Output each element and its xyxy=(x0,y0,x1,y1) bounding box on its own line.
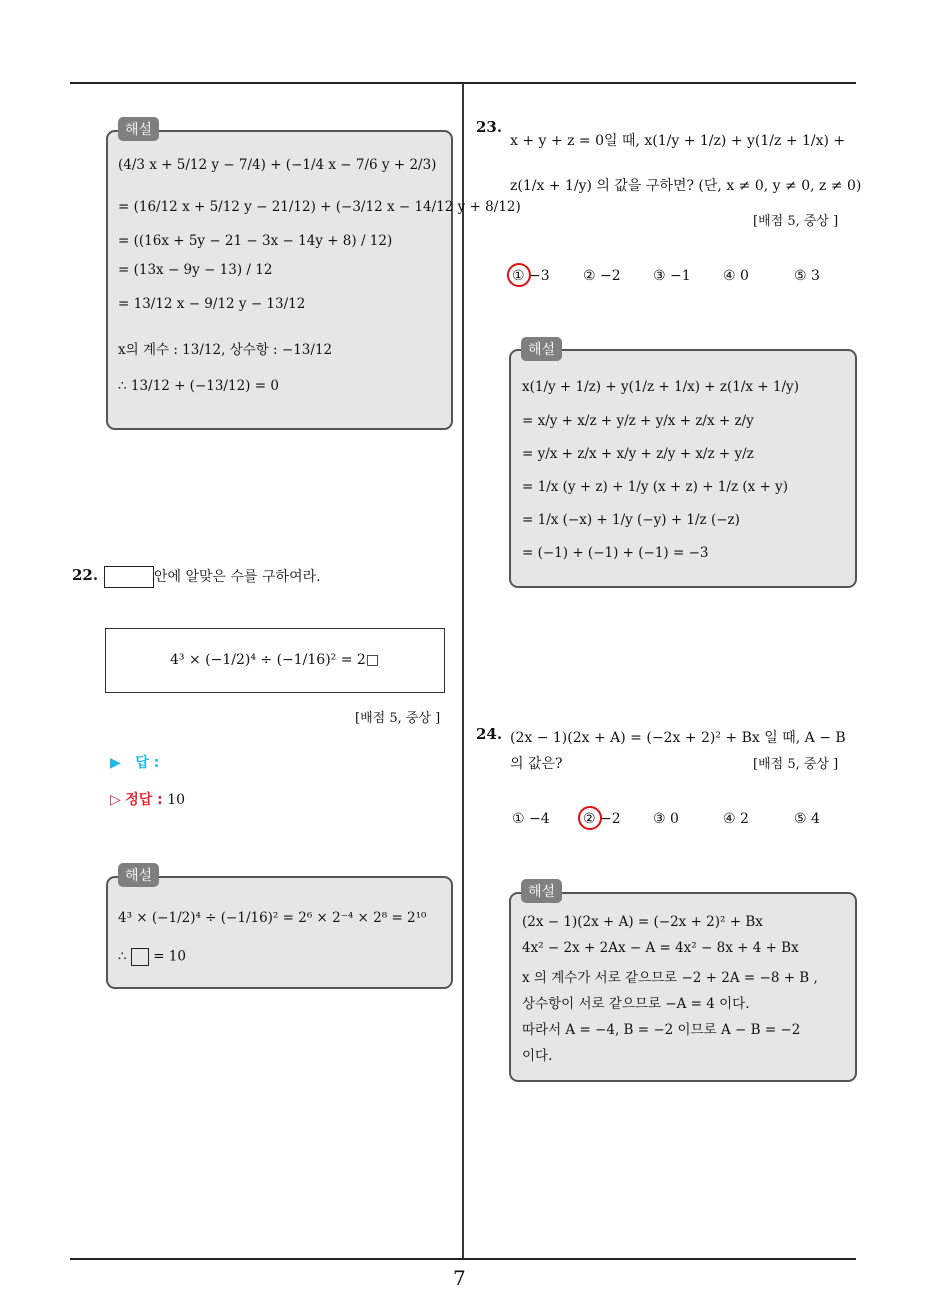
answer-mark-icon xyxy=(578,806,602,830)
solution-tag-22: 해설 xyxy=(118,863,159,887)
question-text-23-line1: x + y + z = 0일 때, x(1/y + 1/z) + y(1/z + 1/x) + xyxy=(510,133,846,149)
solution-line: 따라서 A = −4, B = −2 이므로 A − B = −2 xyxy=(522,1022,801,1038)
question-text-24-line1: (2x − 1)(2x + A) = (−2x + 2)² + Bx 일 때, A − B xyxy=(510,730,846,746)
question-text-23-line2: z(1/x + 1/y) 의 값을 구하면? (단, x ≠ 0, y ≠ 0, z ≠ 0) xyxy=(510,178,862,194)
answer-blank xyxy=(104,566,154,588)
option-23-2[interactable]: ② −2 xyxy=(583,268,621,284)
solution-line: = (−1) + (−1) + (−1) = −3 xyxy=(522,545,709,561)
solution-line: = 1/x (−x) + 1/y (−y) + 1/z (−z) xyxy=(522,512,740,528)
correct-row-22: ▷ 정답 : 10 xyxy=(110,792,186,808)
option-23-5[interactable]: ⑤ 3 xyxy=(794,268,820,284)
solution-line: ∴ = 10 xyxy=(118,948,186,965)
option-24-3[interactable]: ③ 0 xyxy=(653,811,679,827)
question-number-23: 23. xyxy=(476,118,503,136)
score-24: [배점 5, 중상 ] xyxy=(753,757,839,772)
answer-row-22: ▶ 답 : xyxy=(110,755,160,771)
solution-box-22 xyxy=(106,876,453,989)
solution-tag-24: 해설 xyxy=(521,879,562,903)
play-icon: ▶ xyxy=(110,755,121,771)
column-divider xyxy=(462,83,464,1259)
solution-line: x(1/y + 1/z) + y(1/z + 1/x) + z(1/x + 1/y) xyxy=(522,379,799,395)
solution-line: (2x − 1)(2x + A) = (−2x + 2)² + Bx xyxy=(522,914,763,930)
option-24-4[interactable]: ④ 2 xyxy=(723,811,749,827)
solution-line: x 의 계수가 서로 같으므로 −2 + 2A = −8 + B , xyxy=(522,970,818,986)
correct-value-22: 10 xyxy=(167,792,186,808)
solution-line: (4/3 x + 5/12 y − 7/4) + (−1/4 x − 7/6 y + 2/3) xyxy=(118,157,437,173)
option-23-3[interactable]: ③ −1 xyxy=(653,268,691,284)
solution-tag-23: 해설 xyxy=(521,337,562,361)
option-24-5[interactable]: ⑤ 4 xyxy=(794,811,820,827)
option-23-4[interactable]: ④ 0 xyxy=(723,268,749,284)
question-text-22: 안에 알맞은 수를 구하여라. xyxy=(104,566,321,588)
solution-line: = 1/x (y + z) + 1/y (x + z) + 1/z (x + y) xyxy=(522,479,789,495)
question-text-24-line2: 의 값은? xyxy=(510,756,563,772)
option-24-2[interactable]: ② −2 xyxy=(583,811,621,827)
option-23-1[interactable]: ① −3 xyxy=(512,268,550,284)
solution-line: = y/x + z/x + x/y + z/y + x/z + y/z xyxy=(522,446,754,462)
solution-line: = ((16x + 5y − 21 − 3x − 14y + 8) / 12) xyxy=(118,233,393,249)
answer-mark-icon xyxy=(507,263,531,287)
score-23: [배점 5, 중상 ] xyxy=(753,214,839,229)
page-number: 7 xyxy=(453,1266,466,1290)
answer-blank xyxy=(131,948,149,966)
outline-play-icon: ▷ xyxy=(110,792,121,808)
solution-line: = x/y + x/z + y/z + y/x + z/x + z/y xyxy=(522,413,754,429)
solution-line: x의 계수 : 13/12, 상수항 : −13/12 xyxy=(118,342,333,358)
solution-line: = 13/12 x − 9/12 y − 13/12 xyxy=(118,296,306,312)
bottom-rule xyxy=(70,1258,856,1260)
solution-line: = (13x − 9y − 13) / 12 xyxy=(118,262,273,278)
solution-line: 상수항이 서로 같으므로 −A = 4 이다. xyxy=(522,996,750,1012)
solution-tag-21: 해설 xyxy=(118,117,159,141)
solution-line: 4³ × (−1/2)⁴ ÷ (−1/16)² = 2⁶ × 2⁻⁴ × 2⁸ = 2¹⁰ xyxy=(118,910,427,926)
solution-line: 4x² − 2x + 2Ax − A = 4x² − 8x + 4 + Bx xyxy=(522,940,799,956)
solution-line: 이다. xyxy=(522,1048,553,1064)
solution-line: = (16/12 x + 5/12 y − 21/12) + (−3/12 x − 14/12 y + 8/12) xyxy=(118,199,521,215)
score-22: [배점 5, 중상 ] xyxy=(355,711,441,726)
option-24-1[interactable]: ① −4 xyxy=(512,811,550,827)
formula-22: 4³ × (−1/2)⁴ ÷ (−1/16)² = 2□ xyxy=(170,652,380,668)
question-number-22: 22. xyxy=(72,566,99,584)
solution-line: ∴ 13/12 + (−13/12) = 0 xyxy=(118,378,279,394)
question-number-24: 24. xyxy=(476,725,503,743)
